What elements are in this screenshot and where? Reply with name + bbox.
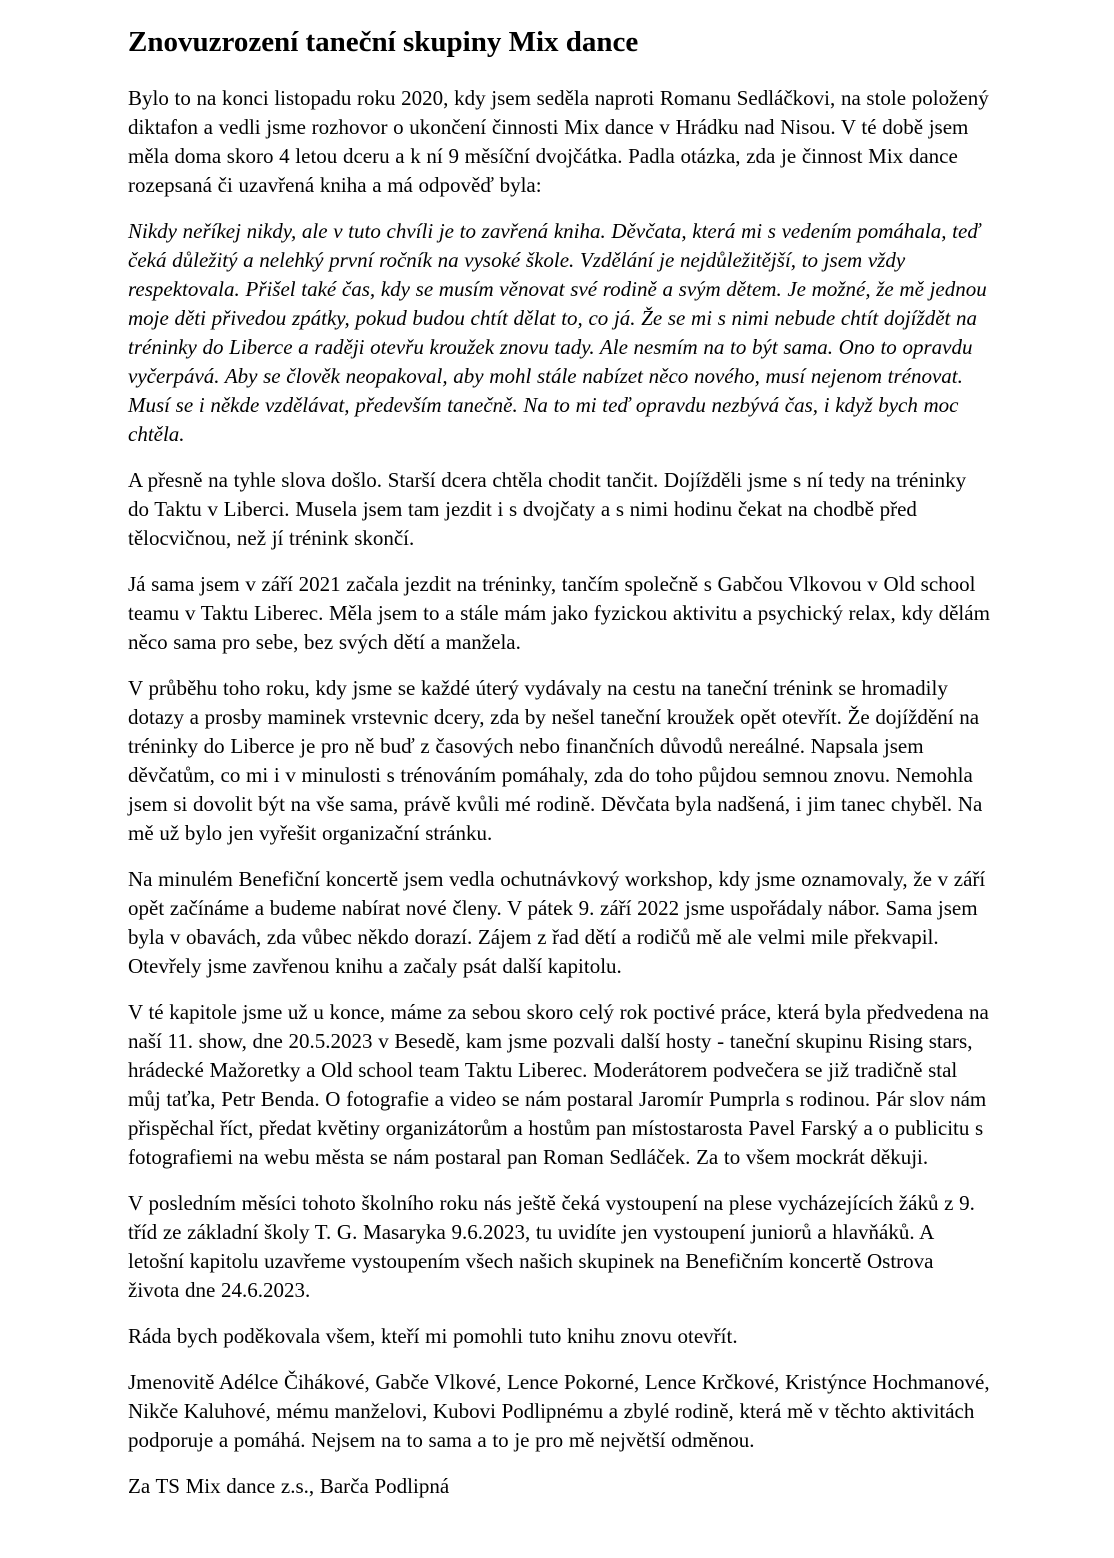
paragraph: Na minulém Benefiční koncertě jsem vedla ochutnávkový workshop, kdy jsme oznamovaly, že v září opět začínáme a budeme nabírat nové členy. V pátek 9. září 2022 jsme uspořádaly nábor. Sama jsem byla v obavách, zda vůbec někdo dorazí. Zájem z řad dětí a rodičů mě ale velmi mile překvapil. Otevřely jsme zavřenou knihu a začaly psát další kapitolu. [128,866,986,978]
paragraph-quote: Nikdy neříkej nikdy, ale v tuto chvíli je to zavřená kniha. Děvčata, která mi s vedením pomáhala, teď čeká důležitý a nelehký první ročník na vysoké škole. Vzdělání je nejdůležitější, to jsem vždy respektovala. Přišel také čas, kdy se musím věnovat své rodině a svým dětem. Je možné, že mě jednou moje děti přivedou zpátky, pokud budou chtít dělat to, co já. Že se mi s nimi nebude chtít dojíždět na tréninky do Liberce a raději otevřu kroužek znovu tady. Ale nesmím na to být sama. Ono to opravdu vyčerpává. Aby se člověk neopakoval, aby mohl stále nabízet něco nového, musí nejenom trénovat. Musí se i někde vzdělávat, především tanečně. Na to mi teď opravdu nezbývá čas, i když bych moc chtěla. [128,218,987,446]
paragraph-thanks: Ráda bych poděkovala všem, kteří mi pomohli tuto knihu znovu otevřít. [128,1323,738,1348]
paragraph-signature: Za TS Mix dance z.s., Barča Podlipná [128,1473,450,1498]
paragraph: V té kapitole jsme už u konce, máme za sebou skoro celý rok poctivé práce, která byla předvedena na naší 11. show, dne 20.5.2023 v Besedě, kam jsme pozvali další hosty - taneční skupinu Rising stars, hrádecké Mažoretky a Old school team Taktu Liberec. Moderátorem podvečera se již tradičně stal můj taťka, Petr Benda. O fotografie a video se nám postaral Jaromír Pumprla s rodinou. Pár slov nám přispěchal říct, předat květiny organizátorům a hostům pan místostarosta Pavel Farský a o publicitu s fotografiemi na webu města se nám postaral pan Roman Sedláček. Za to všem mockrát děkuji. [128,999,989,1169]
article-body [128,84,990,1501]
paragraph: V průběhu toho roku, kdy jsme se každé úterý vydávaly na cestu na taneční trénink se hromadily dotazy a prosby maminek vrstevnic dcery, zda by nešel taneční kroužek opět otevřít. Že dojíždění na tréninky do Liberce je pro ně buď z časových nebo finančních důvodů nereálné. Napsala jsem děvčatům, co mi i v minulosti s trénováním pomáhaly, zda do toho půjdou semnou znovu. Nemohla jsem si dovolit být na vše sama, právě kvůli mé rodině. Děvčata byla nadšená, i jim tanec chyběl. Na mě už bylo jen vyřešit organizační stránku. [128,675,983,845]
paragraph-names: Jmenovitě Adélce Čihákové, Gabče Vlkové, Lence Pokorné, Lence Krčkové, Kristýnce Hochmanové, Nikče Kaluhové, mému manželovi, Kubovi Podlipnému a zbylé rodině, která mě v těchto aktivitách podporuje a pomáhá. Nejsem na to sama a to je pro mě největší odměnou. [128,1369,990,1452]
paragraph: V posledním měsíci tohoto školního roku nás ještě čeká vystoupení na plese vycházejících žáků z 9. tříd ze základní školy T. G. Masaryka 9.6.2023, tu uvidíte jen vystoupení juniorů a hlavňáků. A letošní kapitolu uzavřeme vystoupením všech našich skupinek na Benefičním koncertě Ostrova života dne 24.6.2023. [128,1190,975,1302]
article-title: Znovuzrození taneční skupiny Mix dance [128,26,639,58]
paragraph-intro: Bylo to na konci listopadu roku 2020, kdy jsem seděla naproti Romanu Sedláčkovi, na stole položený diktafon a vedli jsme rozhovor o ukončení činnosti Mix dance v Hrádku nad Nisou. V té době jsem měla doma skoro 4 letou dceru a k ní 9 měsíční dvojčátka. Padla otázka, zda je činnost Mix dance rozepsaná či uzavřená kniha a má odpověď byla: [128,85,989,197]
paragraph: A přesně na tyhle slova došlo. Starší dcera chtěla chodit tančit. Dojížděli jsme s ní tedy na tréninky do Taktu v Liberci. Musela jsem tam jezdit i s dvojčaty a s nimi hodinu čekat na chodbě před tělocvičnou, než jí trénink skončí. [128,467,967,550]
paragraph: Já sama jsem v září 2021 začala jezdit na tréninky, tančím společně s Gabčou Vlkovou v Old school teamu v Taktu Liberec. Měla jsem to a stále mám jako fyzickou aktivitu a psychický relax, kdy dělám něco sama pro sebe, bez svých dětí a manžela. [128,571,990,654]
